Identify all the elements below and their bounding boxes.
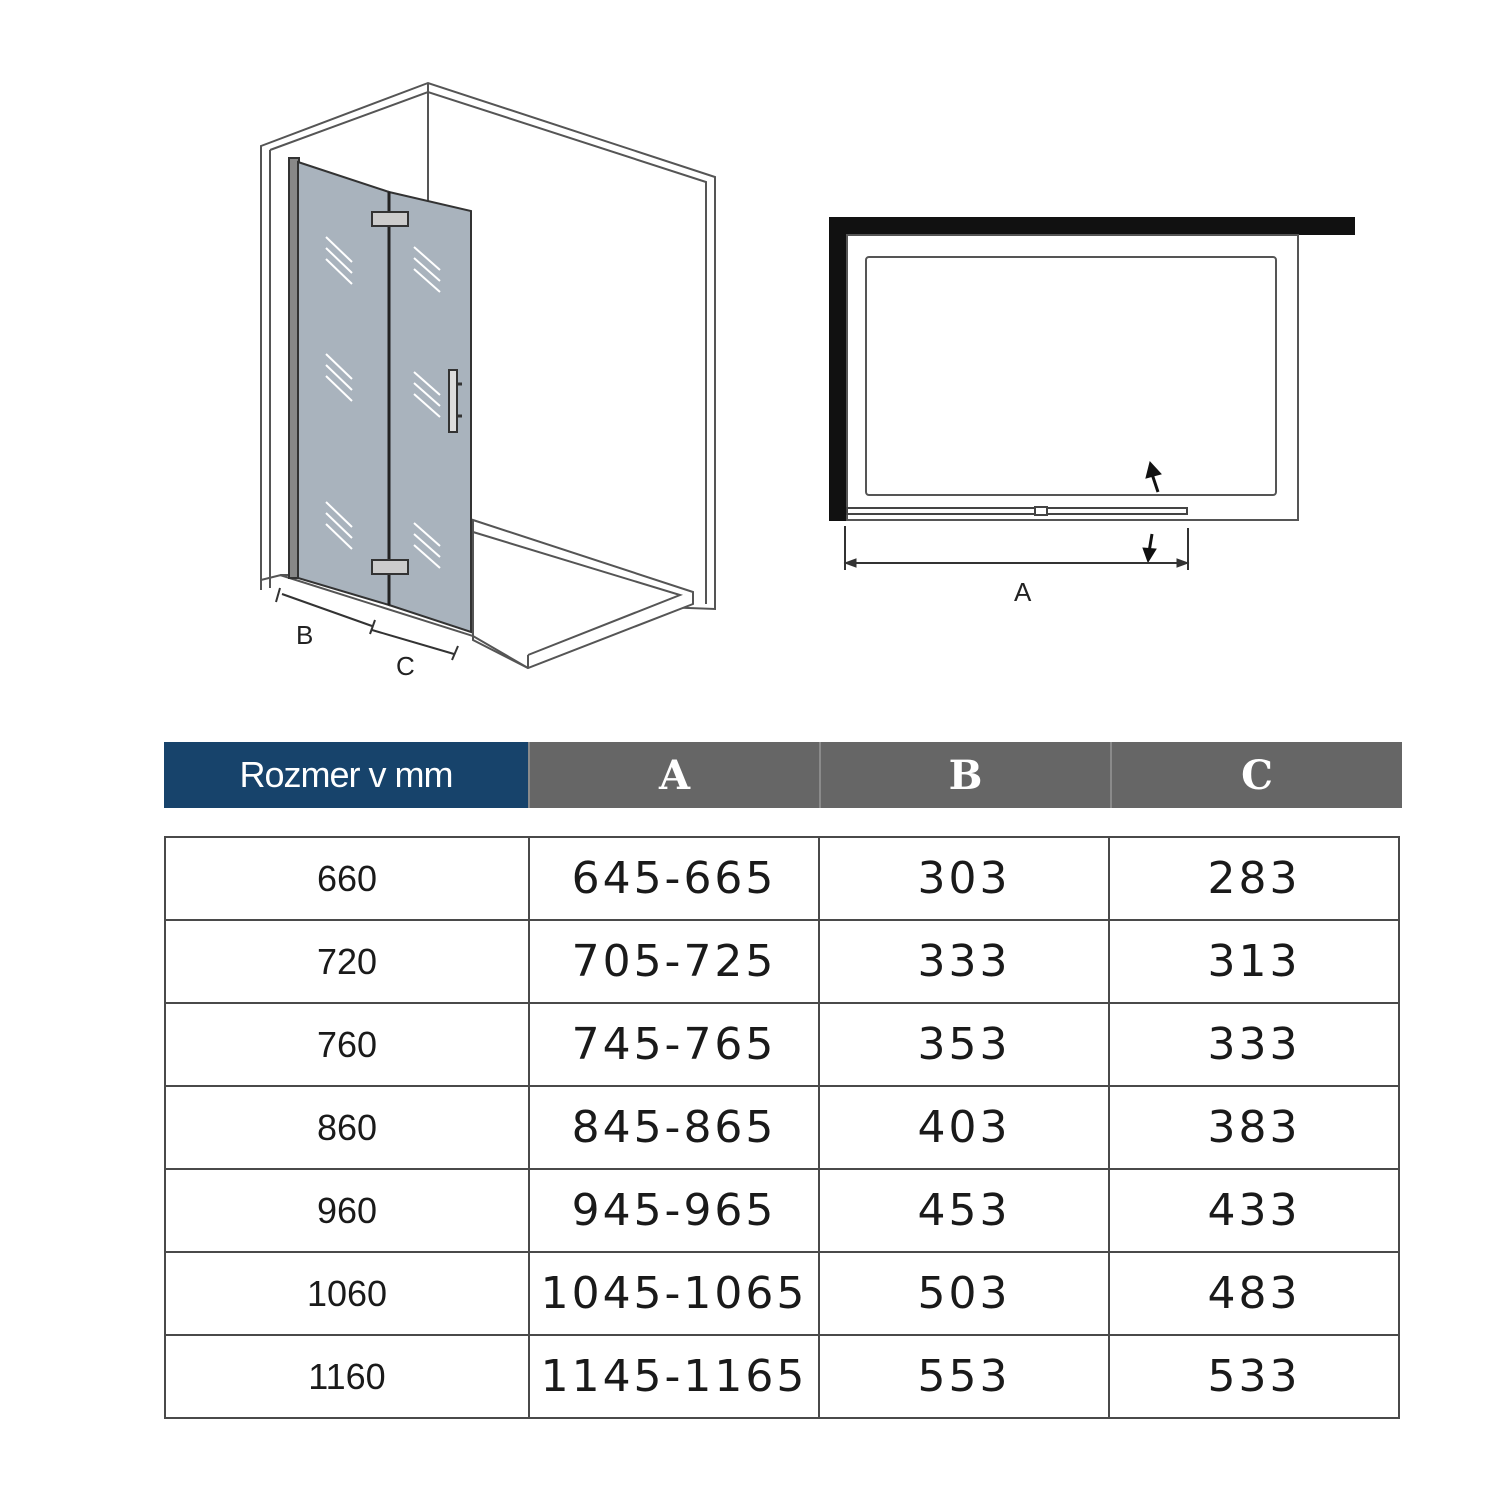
c-cell: 383 xyxy=(1109,1086,1399,1169)
table-row xyxy=(165,1169,1399,1252)
c-cell: 333 xyxy=(1109,1003,1399,1086)
table-row xyxy=(165,1252,1399,1335)
glass-door xyxy=(289,158,471,632)
c-cell: 533 xyxy=(1109,1335,1399,1418)
size-cell: 1060 xyxy=(165,1252,529,1335)
a-cell: 645-665 xyxy=(529,837,819,920)
b-cell: 403 xyxy=(819,1086,1109,1169)
top-view xyxy=(829,217,1355,570)
b-cell: 353 xyxy=(819,1003,1109,1086)
b-cell: 503 xyxy=(819,1252,1109,1335)
a-cell: 705-725 xyxy=(529,920,819,1003)
a-cell: 1045-1065 xyxy=(529,1252,819,1335)
b-cell: 303 xyxy=(819,837,1109,920)
label-a: A xyxy=(1014,577,1032,607)
b-cell: 553 xyxy=(819,1335,1109,1418)
c-cell: 283 xyxy=(1109,837,1399,920)
size-cell: 1160 xyxy=(165,1335,529,1418)
table-row xyxy=(165,1335,1399,1418)
header-b: B xyxy=(819,742,1110,808)
header-c: C xyxy=(1110,742,1402,808)
table-row xyxy=(165,837,1399,920)
b-cell: 453 xyxy=(819,1169,1109,1252)
size-cell: 760 xyxy=(165,1003,529,1086)
table-row xyxy=(165,920,1399,1003)
size-cell: 860 xyxy=(165,1086,529,1169)
a-cell: 845-865 xyxy=(529,1086,819,1169)
c-cell: 313 xyxy=(1109,920,1399,1003)
table-row xyxy=(165,1003,1399,1086)
size-table xyxy=(164,836,1400,1419)
shower-diagram xyxy=(0,0,1500,700)
c-cell: 433 xyxy=(1109,1169,1399,1252)
size-cell: 720 xyxy=(165,920,529,1003)
label-c: C xyxy=(396,651,415,681)
label-b: B xyxy=(296,620,314,650)
a-cell: 1145-1165 xyxy=(529,1335,819,1418)
header-a: A xyxy=(528,742,819,808)
header-size: Rozmer v mm xyxy=(164,742,528,808)
c-cell: 483 xyxy=(1109,1252,1399,1335)
size-cell: 660 xyxy=(165,837,529,920)
size-cell: 960 xyxy=(165,1169,529,1252)
b-cell: 333 xyxy=(819,920,1109,1003)
a-cell: 745-765 xyxy=(529,1003,819,1086)
table-row xyxy=(165,1086,1399,1169)
a-cell: 945-965 xyxy=(529,1169,819,1252)
